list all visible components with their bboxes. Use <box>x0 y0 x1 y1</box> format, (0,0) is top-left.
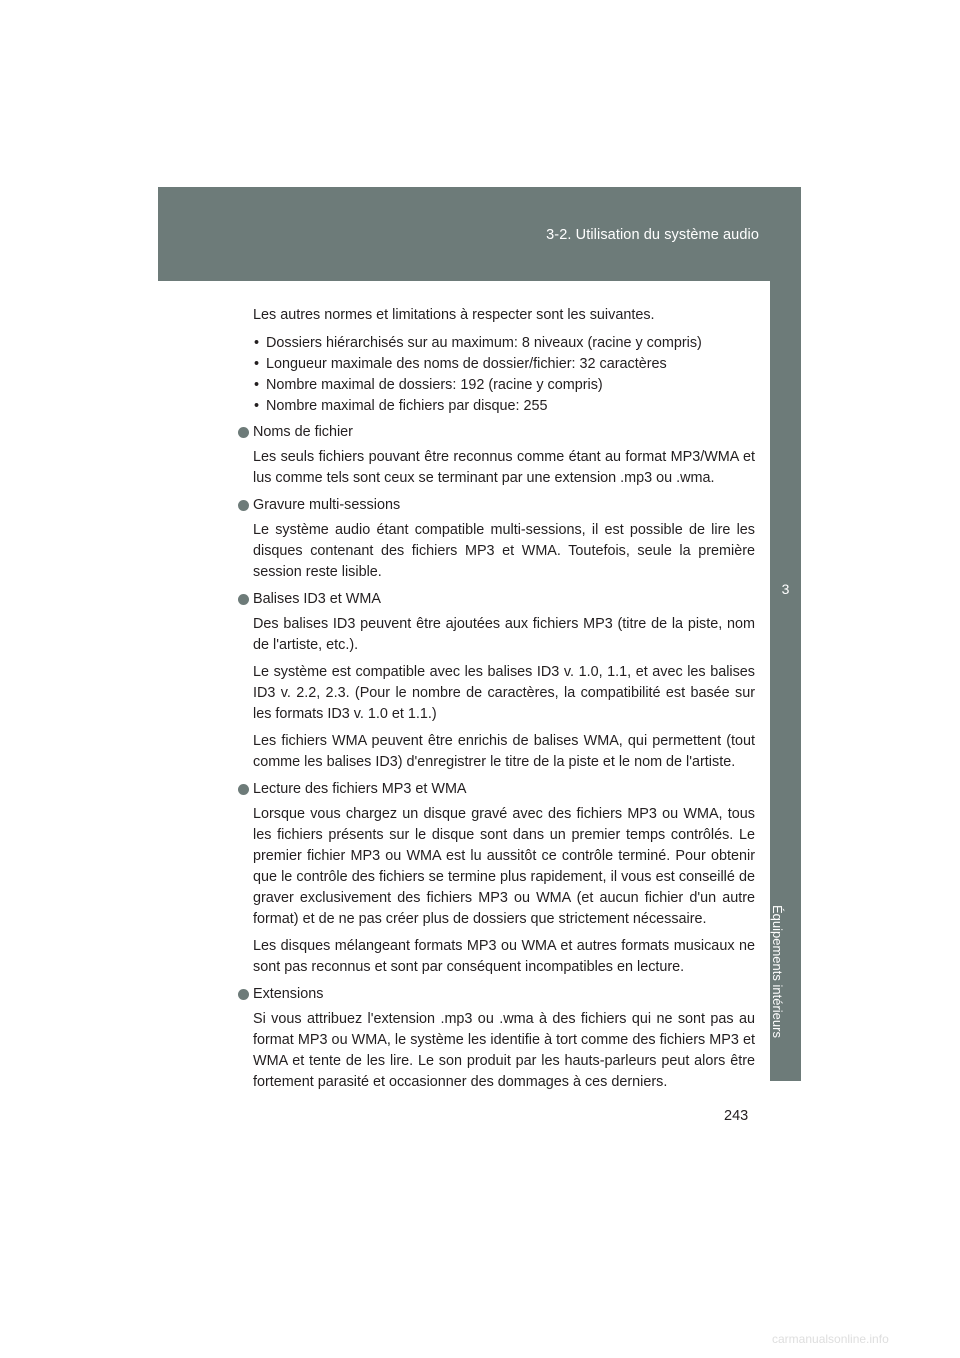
bullet-circle-icon <box>238 500 249 511</box>
limits-list <box>253 333 755 417</box>
section-title: 3-2. Utilisation du système audio <box>546 227 759 243</box>
paragraph: Les disques mélangeant formats MP3 ou WMA et autres formats musicaux ne sont pas reconnus et sont par conséquent incompatibles en lecture. <box>253 938 755 975</box>
section-file-names <box>238 422 755 489</box>
paragraph: Des balises ID3 peuvent être ajoutées aux fichiers MP3 (titre de la piste, nom de l'artiste, etc.). <box>253 616 755 653</box>
list-item: • Dossiers hiérarchisés sur au maximum: 8 niveaux (racine y compris) <box>254 335 702 351</box>
section-playback <box>238 779 755 978</box>
paragraph: Les seuls fichiers pouvant être reconnus comme étant au format MP3/WMA et lus comme tels sont ceux se terminant par une extension .mp3 ou .wma. <box>253 449 755 486</box>
section-heading: Noms de fichier <box>238 422 755 443</box>
list-item: • Longueur maximale des noms de dossier/fichier: 32 caractères <box>254 356 667 372</box>
page-number: 243 <box>724 1108 749 1124</box>
chapter-number: 3 <box>781 581 790 597</box>
intro-text: Les autres normes et limitations à respecter sont les suivantes. <box>253 307 655 323</box>
bullet-circle-icon <box>238 989 249 1000</box>
paragraph: Les fichiers WMA peuvent être enrichis de balises WMA, qui permettent (tout comme les balises ID3) d'enregistrer le titre de la piste et le nom de l'artiste. <box>253 733 755 770</box>
list-item: • Nombre maximal de dossiers: 192 (racine y compris) <box>254 377 603 393</box>
page-content <box>238 305 755 1099</box>
section-heading: Lecture des fichiers MP3 et WMA <box>238 779 755 800</box>
paragraph: Si vous attribuez l'extension .mp3 ou .wma à des fichiers qui ne sont pas au format MP3 ou WMA, le système les identifie à tort comme des fichiers MP3 et WMA et tente de les lire. Le son produit par les hauts-parleurs peut alors être fortement parasité et occasionner des dommages à ces derniers. <box>253 1011 755 1090</box>
bullet-circle-icon <box>238 594 249 605</box>
watermark: carmanualsonline.info <box>772 1332 889 1346</box>
section-heading: Extensions <box>238 984 755 1005</box>
paragraph: Le système est compatible avec les balises ID3 v. 1.0, 1.1, et avec les balises ID3 v. 2.2, 2.3. (Pour le nombre de caractères, la compatibilité est basée sur les formats ID3 v. 1.0 et 1.1.) <box>253 664 755 722</box>
section-heading: Gravure multi-sessions <box>238 495 755 516</box>
chapter-label: Équipements intérieurs <box>770 905 785 1038</box>
header-bar <box>158 187 801 281</box>
bullet-circle-icon <box>238 784 249 795</box>
bullet-circle-icon <box>238 427 249 438</box>
section-tags <box>238 589 755 773</box>
list-item: • Nombre maximal de fichiers par disque: 255 <box>254 398 548 414</box>
section-heading: Balises ID3 et WMA <box>238 589 755 610</box>
section-multisession <box>238 495 755 583</box>
paragraph: Lorsque vous chargez un disque gravé avec des fichiers MP3 ou WMA, tous les fichiers présents sur le disque sont dans un premier temps contrôlés. Le premier fichier MP3 ou WMA est lu aussitôt ce contrôle terminé. Pour obtenir que le contrôle des fichiers se termine plus rapidement, il vous est conseillé de graver exclusivement des fichiers MP3 ou WMA (et aucun fichier d'un autre format) et de ne pas créer plus de dossiers que strictement nécessaire. <box>253 806 755 927</box>
section-extensions <box>238 984 755 1093</box>
chapter-tab <box>770 281 801 1081</box>
paragraph: Le système audio étant compatible multi-sessions, il est possible de lire les disques contenant des fichiers MP3 et WMA. Toutefois, seule la première session reste lisible. <box>253 522 755 580</box>
